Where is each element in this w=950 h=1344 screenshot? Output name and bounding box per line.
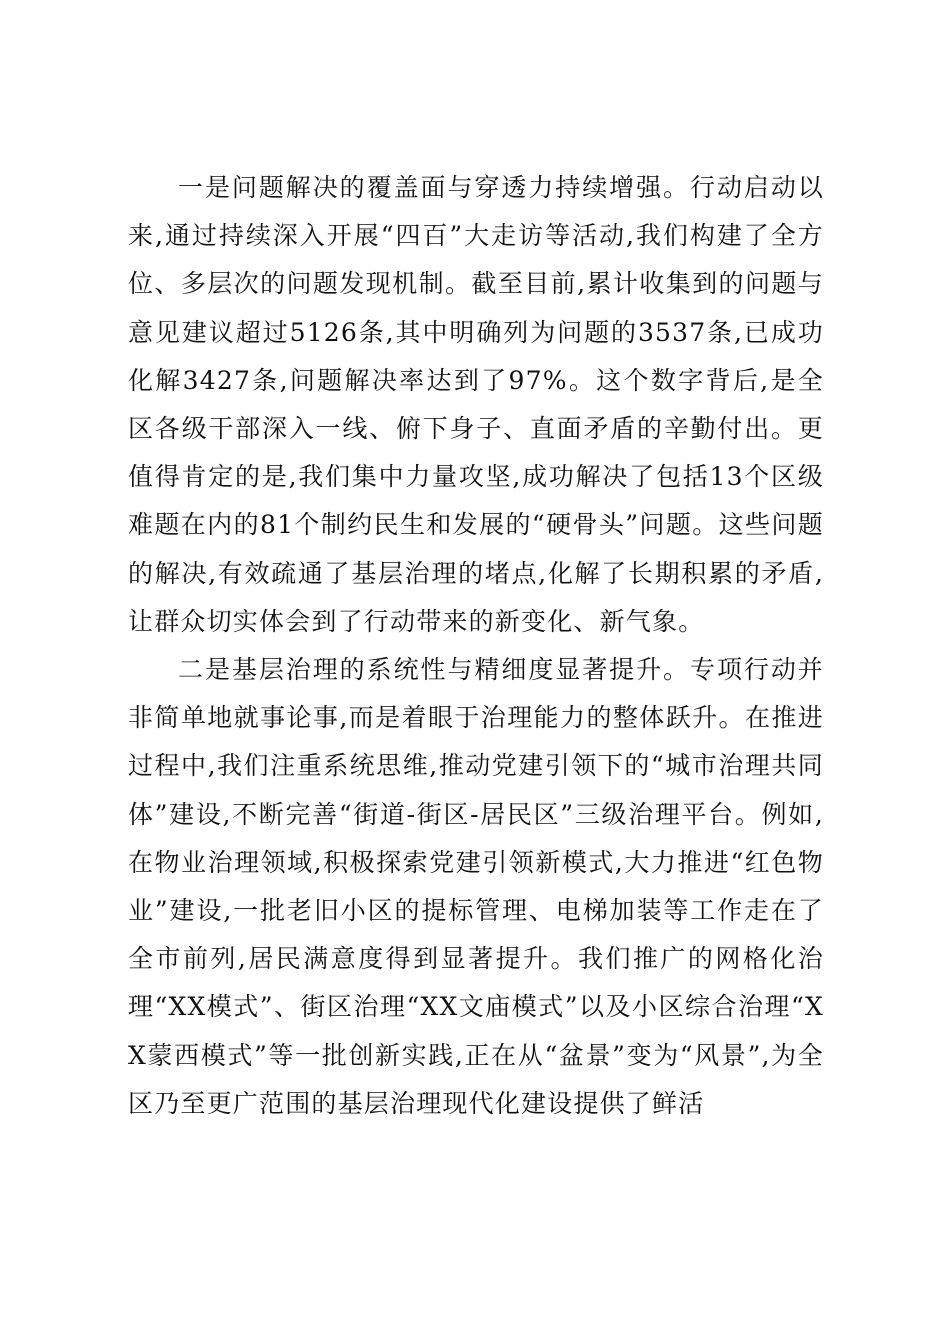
document-body	[128, 164, 824, 1128]
paragraph-grassroots-governance: 二是基层治理的系统性与精细度显著提升。专项行动并非简单地就事论事,而是着眼于治理能力的整体跃升。在推进过程中,我们注重系统思维,推动党建引领下的“城市治理共同体”建设,不断完善“街道-街区-居民区”三级治理平台。例如,在物业治理领域,积极探索党建引领新模式,大力推进“红色物业”建设,一批老旧小区的提标管理、电梯加装等工作走在了全市前列,居民满意度得到显著提升。我们推广的网格化治理“XX模式”、街区治理“XX文庙模式”以及小区综合治理“XX蒙西模式”等一批创新实践,正在从“盆景”变为“风景”,为全区乃至更广范围的基层治理现代化建设提供了鲜活	[128, 655, 824, 1118]
paragraph-problem-solving: 一是问题解决的覆盖面与穿透力持续增强。行动启动以来,通过持续深入开展“四百”大走访等活动,我们构建了全方位、多层次的问题发现机制。截至目前,累计收集到的问题与意见建议超过5126条,其中明确列为问题的3537条,已成功化解3427条,问题解决率达到了97%。这个数字背后,是全区各级干部深入一线、俯下身子、直面矛盾的辛勤付出。更值得肯定的是,我们集中力量攻坚,成功解决了包括13个区级难题在内的81个制约民生和发展的“硬骨头”问题。这些问题的解决,有效疏通了基层治理的堵点,化解了长期积累的矛盾,让群众切实体会到了行动带来的新变化、新气象。	[128, 173, 824, 636]
